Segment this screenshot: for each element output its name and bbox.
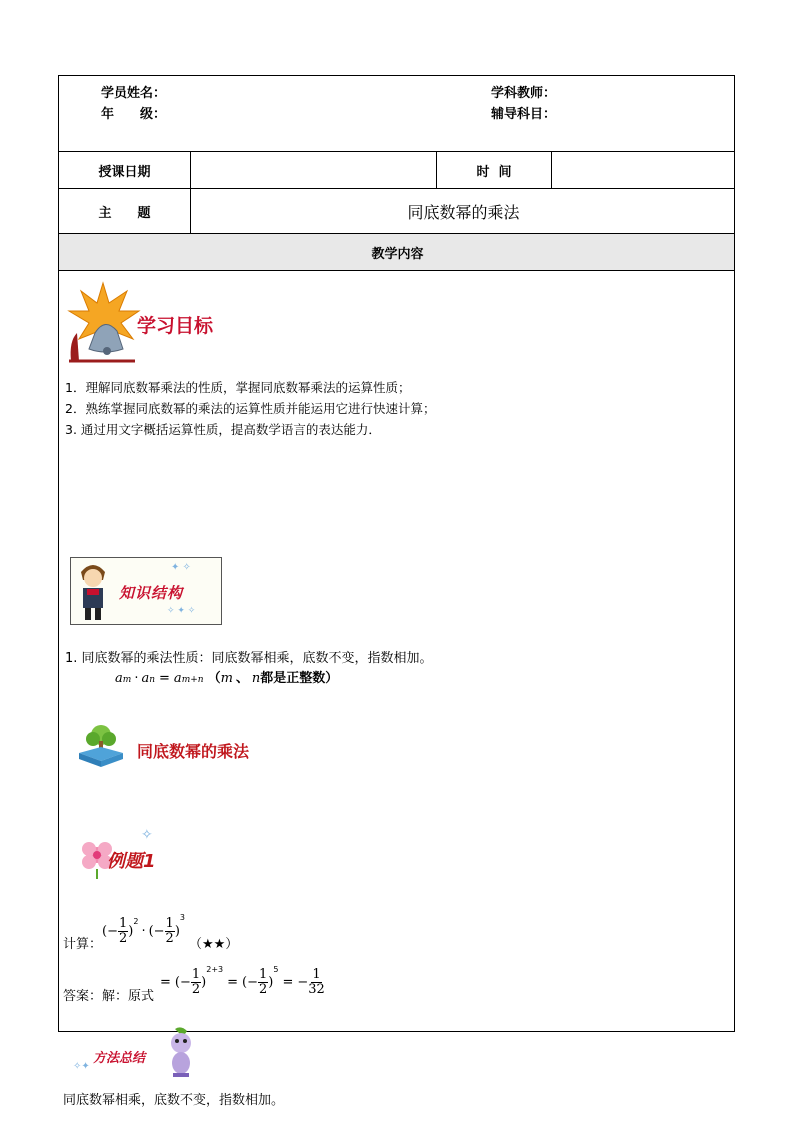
sparkle-icon: ✧ ✦ ✧: [167, 606, 196, 616]
maple-bell-icon: [65, 281, 141, 363]
formula-base: a: [141, 671, 150, 686]
example-banner: [77, 827, 197, 881]
subject-label: 辅导科目：: [491, 107, 557, 122]
frac-denominator: 2: [165, 931, 174, 946]
paren-open: (−: [148, 924, 165, 939]
formula-note-sep: 、: [235, 671, 249, 686]
goals-banner: [65, 281, 225, 366]
exponent: 2+3: [206, 965, 224, 974]
frac-denominator: 32: [308, 982, 325, 997]
paren-close: ): [174, 924, 180, 939]
formula-note-tail: 都是正整数）: [260, 671, 339, 686]
content-header-row: [58, 233, 735, 271]
property-text: 1. 同底数幂的乘法性质：同底数幂相乘，底数不变，指数相加。: [65, 651, 433, 666]
frac-denominator: 2: [118, 931, 128, 946]
calc-stars: （★★）: [189, 937, 239, 952]
paren-close: ): [128, 924, 134, 939]
equals-sign: =: [159, 671, 170, 686]
time-label: 时 间: [436, 152, 551, 189]
goal-item-2: 2．熟练掌握同底数幂的乘法的运算性质并能运用它进行快速计算；: [65, 401, 436, 416]
method-title: 方法总结: [93, 1051, 146, 1066]
result-fraction: [308, 968, 325, 997]
frac-numerator: 1: [118, 916, 128, 931]
frac-denominator: 2: [191, 982, 201, 997]
minus-sign: −: [297, 975, 309, 990]
fraction: [118, 917, 128, 946]
answer-label: 答案：解：原式: [63, 989, 155, 1004]
paren-close: ): [268, 975, 274, 990]
exponent: 3: [179, 913, 185, 922]
teacher-label: 学科教师：: [491, 86, 557, 101]
calc-line: [63, 911, 238, 952]
formula-exp-n: n: [149, 675, 156, 685]
goal-item-1: 1．理解同底数幂乘法的性质，掌握同底数幂乘法的运算性质；: [65, 380, 411, 395]
formula-exp-mn: m+n: [181, 675, 204, 685]
frac-numerator: 1: [165, 916, 174, 931]
tree-book-icon: [75, 723, 127, 769]
formula-exp-m: m: [122, 675, 132, 685]
module-title: 同底数幂的乘法: [137, 742, 250, 761]
grade-label: 年 级：: [101, 107, 167, 122]
paren-close: ): [201, 975, 207, 990]
frac-numerator: 1: [259, 967, 268, 982]
fraction: [191, 968, 201, 997]
frac-numerator: 1: [312, 967, 321, 982]
content-label: 教学内容: [371, 247, 424, 262]
example-title: 例题1: [107, 851, 156, 872]
dot-operator: ·: [134, 671, 139, 686]
time-value-cell[interactable]: [551, 152, 736, 189]
formula-base: a: [115, 671, 123, 686]
method-banner: [69, 1025, 209, 1083]
formula: [115, 667, 338, 686]
paren-open: (−: [102, 924, 118, 939]
date-row: [58, 151, 735, 189]
frac-denominator: 2: [259, 982, 268, 997]
dot-operator: ·: [141, 924, 146, 939]
sparkle-icon: ✧✦: [73, 1061, 90, 1072]
exponent: 2: [133, 917, 139, 926]
module-banner: [75, 723, 275, 771]
structure-banner: [70, 557, 222, 625]
equals-sign: =: [227, 975, 239, 990]
paren-open: (−: [242, 975, 259, 990]
fraction: [165, 917, 175, 946]
exponent: 5: [273, 965, 279, 974]
goal-item-3: 3. 通过用文字概括运算性质，提高数学语言的表达能力．: [65, 422, 381, 437]
formula-base: a: [173, 671, 182, 686]
sparkle-icon: ✧: [141, 827, 153, 843]
student-figure-icon: [73, 558, 113, 622]
topic-label: 主 题: [98, 206, 151, 221]
student-name-label: 学员姓名：: [101, 86, 167, 101]
date-value-cell[interactable]: [190, 152, 436, 189]
equals-sign: =: [160, 975, 171, 990]
date-label: 授课日期: [98, 165, 151, 180]
structure-title: 知识结构: [119, 584, 184, 602]
calc-label: 计算：: [63, 937, 103, 952]
paren-open: (−: [174, 975, 191, 990]
header-row: [58, 75, 735, 152]
method-text: 同底数幂相乘，底数不变，指数相加。: [63, 1093, 285, 1108]
topic-row: [58, 188, 735, 234]
formula-note-open: （: [207, 671, 221, 686]
formula-note-n: n: [251, 671, 261, 686]
fraction: [258, 968, 268, 997]
cartoon-character-icon: [161, 1025, 201, 1079]
formula-note-m: m: [220, 671, 233, 686]
content-body: [58, 270, 735, 1108]
equals-sign: =: [282, 975, 294, 990]
goals-title: 学习目标: [137, 315, 214, 337]
answer-line: [63, 961, 325, 1004]
sparkle-icon: ✦ ✧: [171, 562, 191, 573]
frac-numerator: 1: [191, 967, 201, 982]
goals-list: [65, 377, 435, 440]
topic-value: 同底数幂的乘法: [190, 189, 736, 234]
